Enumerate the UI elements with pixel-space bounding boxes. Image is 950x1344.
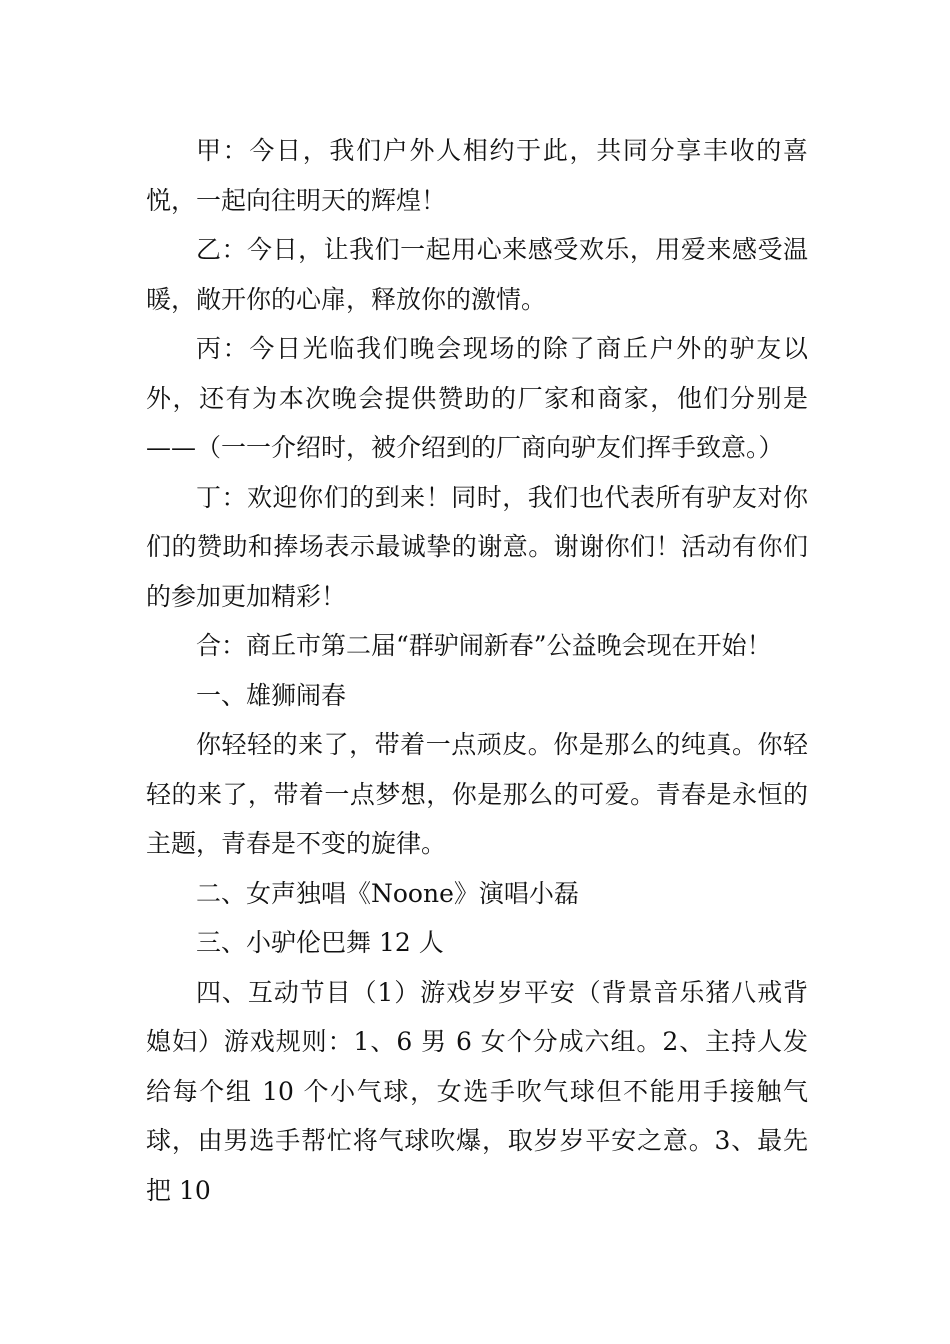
paragraph-host-together: 合：商丘市第二届“群驴闹新春”公益晚会现在开始！	[196, 631, 772, 660]
paragraph-host-ding: 丁：欢迎你们的到来！同时，我们也代表所有驴友对你们的赞助和捧场表示最诚挚的谢意。谢谢你们！活动有你们的参加更加精彩！	[146, 482, 808, 611]
paragraph-host-bing: 丙：今日光临我们晚会现场的除了商丘户外的驴友以外，还有为本次晚会提供赞助的厂家和商家，他们分别是——（一一介绍时，被介绍到的厂商向驴友们挥手致意。）	[146, 334, 808, 462]
program-item-1-heading: 一、雄狮闹春	[196, 680, 347, 710]
program-item-1-description: 你轻轻的来了，带着一点顽皮。你是那么的纯真。你轻轻的来了，带着一点梦想，你是那么的可爱。青春是永恒的主题，青春是不变的旋律。	[146, 730, 808, 858]
paragraph-host-yi: 乙：今日，让我们一起用心来感受欢乐，用爱来感受温暖，敞开你的心扉，释放你的激情。	[146, 235, 808, 314]
program-item-2-heading: 二、女声独唱《Noone》演唱小磊	[196, 878, 579, 908]
program-item-4-description: 四、互动节目（1）游戏岁岁平安（背景音乐猪八戒背媳妇）游戏规则：1、6 男 6 女个分成六组。2、主持人发给每个组 10 个小气球，女选手吹气球但不能用手接触气球，由男选手帮忙将气球吹爆，取岁岁平安之意。3、最先把 10	[146, 977, 808, 1205]
document-body	[146, 126, 808, 1215]
program-item-3-heading: 三、小驴伦巴舞 12 人	[196, 928, 444, 957]
paragraph-host-jia: 甲：今日，我们户外人相约于此，共同分享丰收的喜悦，一起向往明天的辉煌！	[146, 136, 808, 215]
